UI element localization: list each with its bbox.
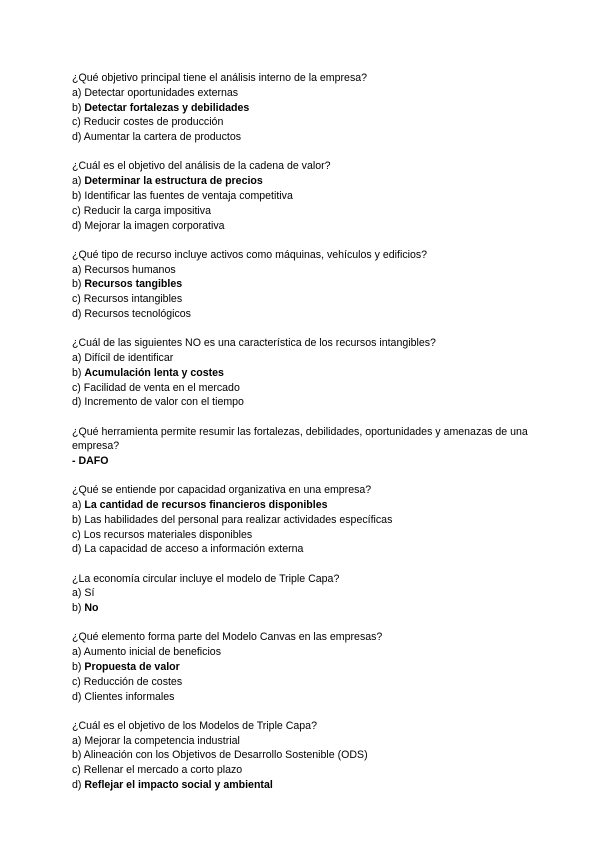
answer-option (72, 292, 528, 307)
option-letter: b) (72, 278, 85, 291)
option-letter: b) (72, 513, 85, 526)
question-text: ¿Qué herramienta permite resumir las fortalezas, debilidades, oportunidades y amenazas de una empresa? (72, 425, 528, 453)
quiz-document (72, 71, 528, 793)
option-letter: d) (72, 307, 85, 320)
option-letter: a) (72, 175, 85, 188)
answer-option (72, 307, 528, 322)
option-letter: b) (72, 101, 85, 114)
correct-answer-text: La cantidad de recursos financieros disponibles (84, 499, 328, 512)
option-text: La capacidad de acceso a información externa (84, 543, 304, 556)
question-text: ¿Cuál de las siguientes NO es una característica de los recursos intangibles? (72, 337, 436, 350)
answer-option (72, 263, 528, 278)
option-text: Clientes informales (84, 690, 175, 703)
answer-option (72, 763, 528, 778)
option-letter: a) (72, 499, 85, 512)
question-block (72, 71, 528, 145)
option-letter: d) (72, 543, 85, 556)
question-spacer (72, 410, 528, 424)
option-letter: - (72, 455, 79, 468)
option-text: Recursos intangibles (83, 293, 183, 306)
answer-option (72, 528, 528, 543)
correct-answer-text: Reflejar el impacto social y ambiental (84, 779, 273, 791)
option-letter: c) (72, 528, 84, 541)
option-letter: a) (72, 86, 85, 99)
question-text: ¿Cuál es el objetivo de los Modelos de Triple Capa? (72, 719, 317, 732)
question-spacer (72, 145, 528, 159)
option-letter: d) (72, 219, 85, 232)
question-block (72, 248, 528, 322)
question-block (72, 483, 528, 557)
option-text: Los recursos materiales disponibles (83, 528, 253, 541)
answer-option (72, 645, 528, 660)
answer-option (72, 454, 528, 469)
option-letter: a) (72, 734, 85, 747)
question-block (72, 719, 528, 793)
option-letter: b) (72, 366, 85, 379)
question-spacer (72, 233, 528, 247)
answer-option (72, 86, 528, 101)
option-letter: c) (72, 204, 84, 217)
answer-option (72, 690, 528, 705)
answer-option (72, 174, 528, 189)
option-letter: b) (72, 602, 85, 615)
answer-option (72, 395, 528, 410)
question-text: ¿Qué tipo de recurso incluye activos como máquinas, vehículos y edificios? (72, 248, 428, 261)
answer-option (72, 586, 528, 601)
option-text: Identificar las fuentes de ventaja competitiva (84, 189, 293, 202)
answer-option (72, 748, 528, 763)
option-letter: d) (72, 690, 85, 703)
answer-option (72, 498, 528, 513)
option-text: Recursos humanos (84, 263, 176, 276)
question-spacer (72, 616, 528, 630)
question-text: ¿La economía circular incluye el modelo de Triple Capa? (72, 572, 340, 585)
question-text: ¿Qué objetivo principal tiene el análisis interno de la empresa? (72, 72, 368, 84)
option-text: Mejorar la imagen corporativa (84, 219, 225, 232)
option-letter: c) (72, 675, 84, 688)
option-text: Difícil de identificar (84, 351, 174, 364)
option-text: Sí (84, 587, 95, 600)
answer-option (72, 601, 528, 616)
answer-option (72, 219, 528, 234)
option-letter: b) (72, 749, 84, 762)
option-text: Aumento inicial de beneficios (83, 646, 221, 659)
answer-option (72, 381, 528, 396)
question-text: ¿Cuál es el objetivo del análisis de la cadena de valor? (72, 160, 331, 173)
correct-answer-text: DAFO (78, 455, 109, 468)
answer-option (72, 660, 528, 675)
correct-answer-text: Recursos tangibles (84, 278, 183, 291)
answer-option (72, 778, 528, 793)
option-text: Aumentar la cartera de productos (83, 131, 242, 144)
question-text: ¿Qué se entiende por capacidad organizativa en una empresa? (72, 484, 372, 497)
option-text: Incremento de valor con el tiempo (84, 396, 244, 409)
option-letter: a) (72, 587, 85, 600)
answer-option (72, 189, 528, 204)
correct-answer-text: Propuesta de valor (84, 661, 180, 674)
option-text: Las habilidades del personal para realizar actividades específicas (84, 513, 393, 526)
answer-option (72, 351, 528, 366)
answer-option (72, 513, 528, 528)
question-block (72, 425, 528, 469)
option-letter: d) (72, 779, 85, 791)
option-text: Facilidad de venta en el mercado (83, 381, 240, 394)
answer-option (72, 366, 528, 381)
option-letter: b) (72, 661, 85, 674)
question-spacer (72, 469, 528, 483)
question-spacer (72, 704, 528, 718)
option-text: Reducir la carga impositiva (83, 204, 211, 217)
answer-option (72, 675, 528, 690)
question-block (72, 572, 528, 616)
question-block (72, 159, 528, 233)
correct-answer-text: No (84, 602, 99, 615)
option-letter: d) (72, 396, 85, 409)
correct-answer-text: Detectar fortalezas y debilidades (84, 101, 250, 114)
option-text: Rellenar el mercado a corto plazo (83, 764, 243, 777)
option-letter: c) (72, 381, 84, 394)
option-letter: a) (72, 646, 84, 659)
option-letter: c) (72, 293, 84, 306)
option-letter: d) (72, 131, 84, 144)
option-text: Mejorar la competencia industrial (84, 734, 240, 747)
option-letter: a) (72, 351, 85, 364)
question-spacer (72, 557, 528, 571)
option-text: Reducir costes de producción (83, 116, 224, 129)
option-text: Reducción de costes (83, 675, 183, 688)
answer-option (72, 542, 528, 557)
question-block (72, 630, 528, 704)
option-text: Recursos tecnológicos (84, 307, 191, 320)
option-letter: c) (72, 764, 84, 777)
option-letter: b) (72, 189, 85, 202)
question-block (72, 336, 528, 410)
answer-option (72, 130, 528, 145)
answer-option (72, 204, 528, 219)
option-letter: a) (72, 263, 85, 276)
correct-answer-text: Determinar la estructura de precios (84, 175, 263, 188)
option-letter: c) (72, 116, 84, 129)
answer-option (72, 115, 528, 130)
question-text: ¿Qué elemento forma parte del Modelo Canvas en las empresas? (72, 631, 383, 644)
answer-option (72, 101, 528, 116)
option-text: Detectar oportunidades externas (84, 86, 239, 99)
correct-answer-text: Acumulación lenta y costes (84, 366, 224, 379)
answer-option (72, 734, 528, 749)
answer-option (72, 277, 528, 292)
option-text: Alineación con los Objetivos de Desarrollo Sostenible (ODS) (83, 749, 368, 762)
question-spacer (72, 322, 528, 336)
